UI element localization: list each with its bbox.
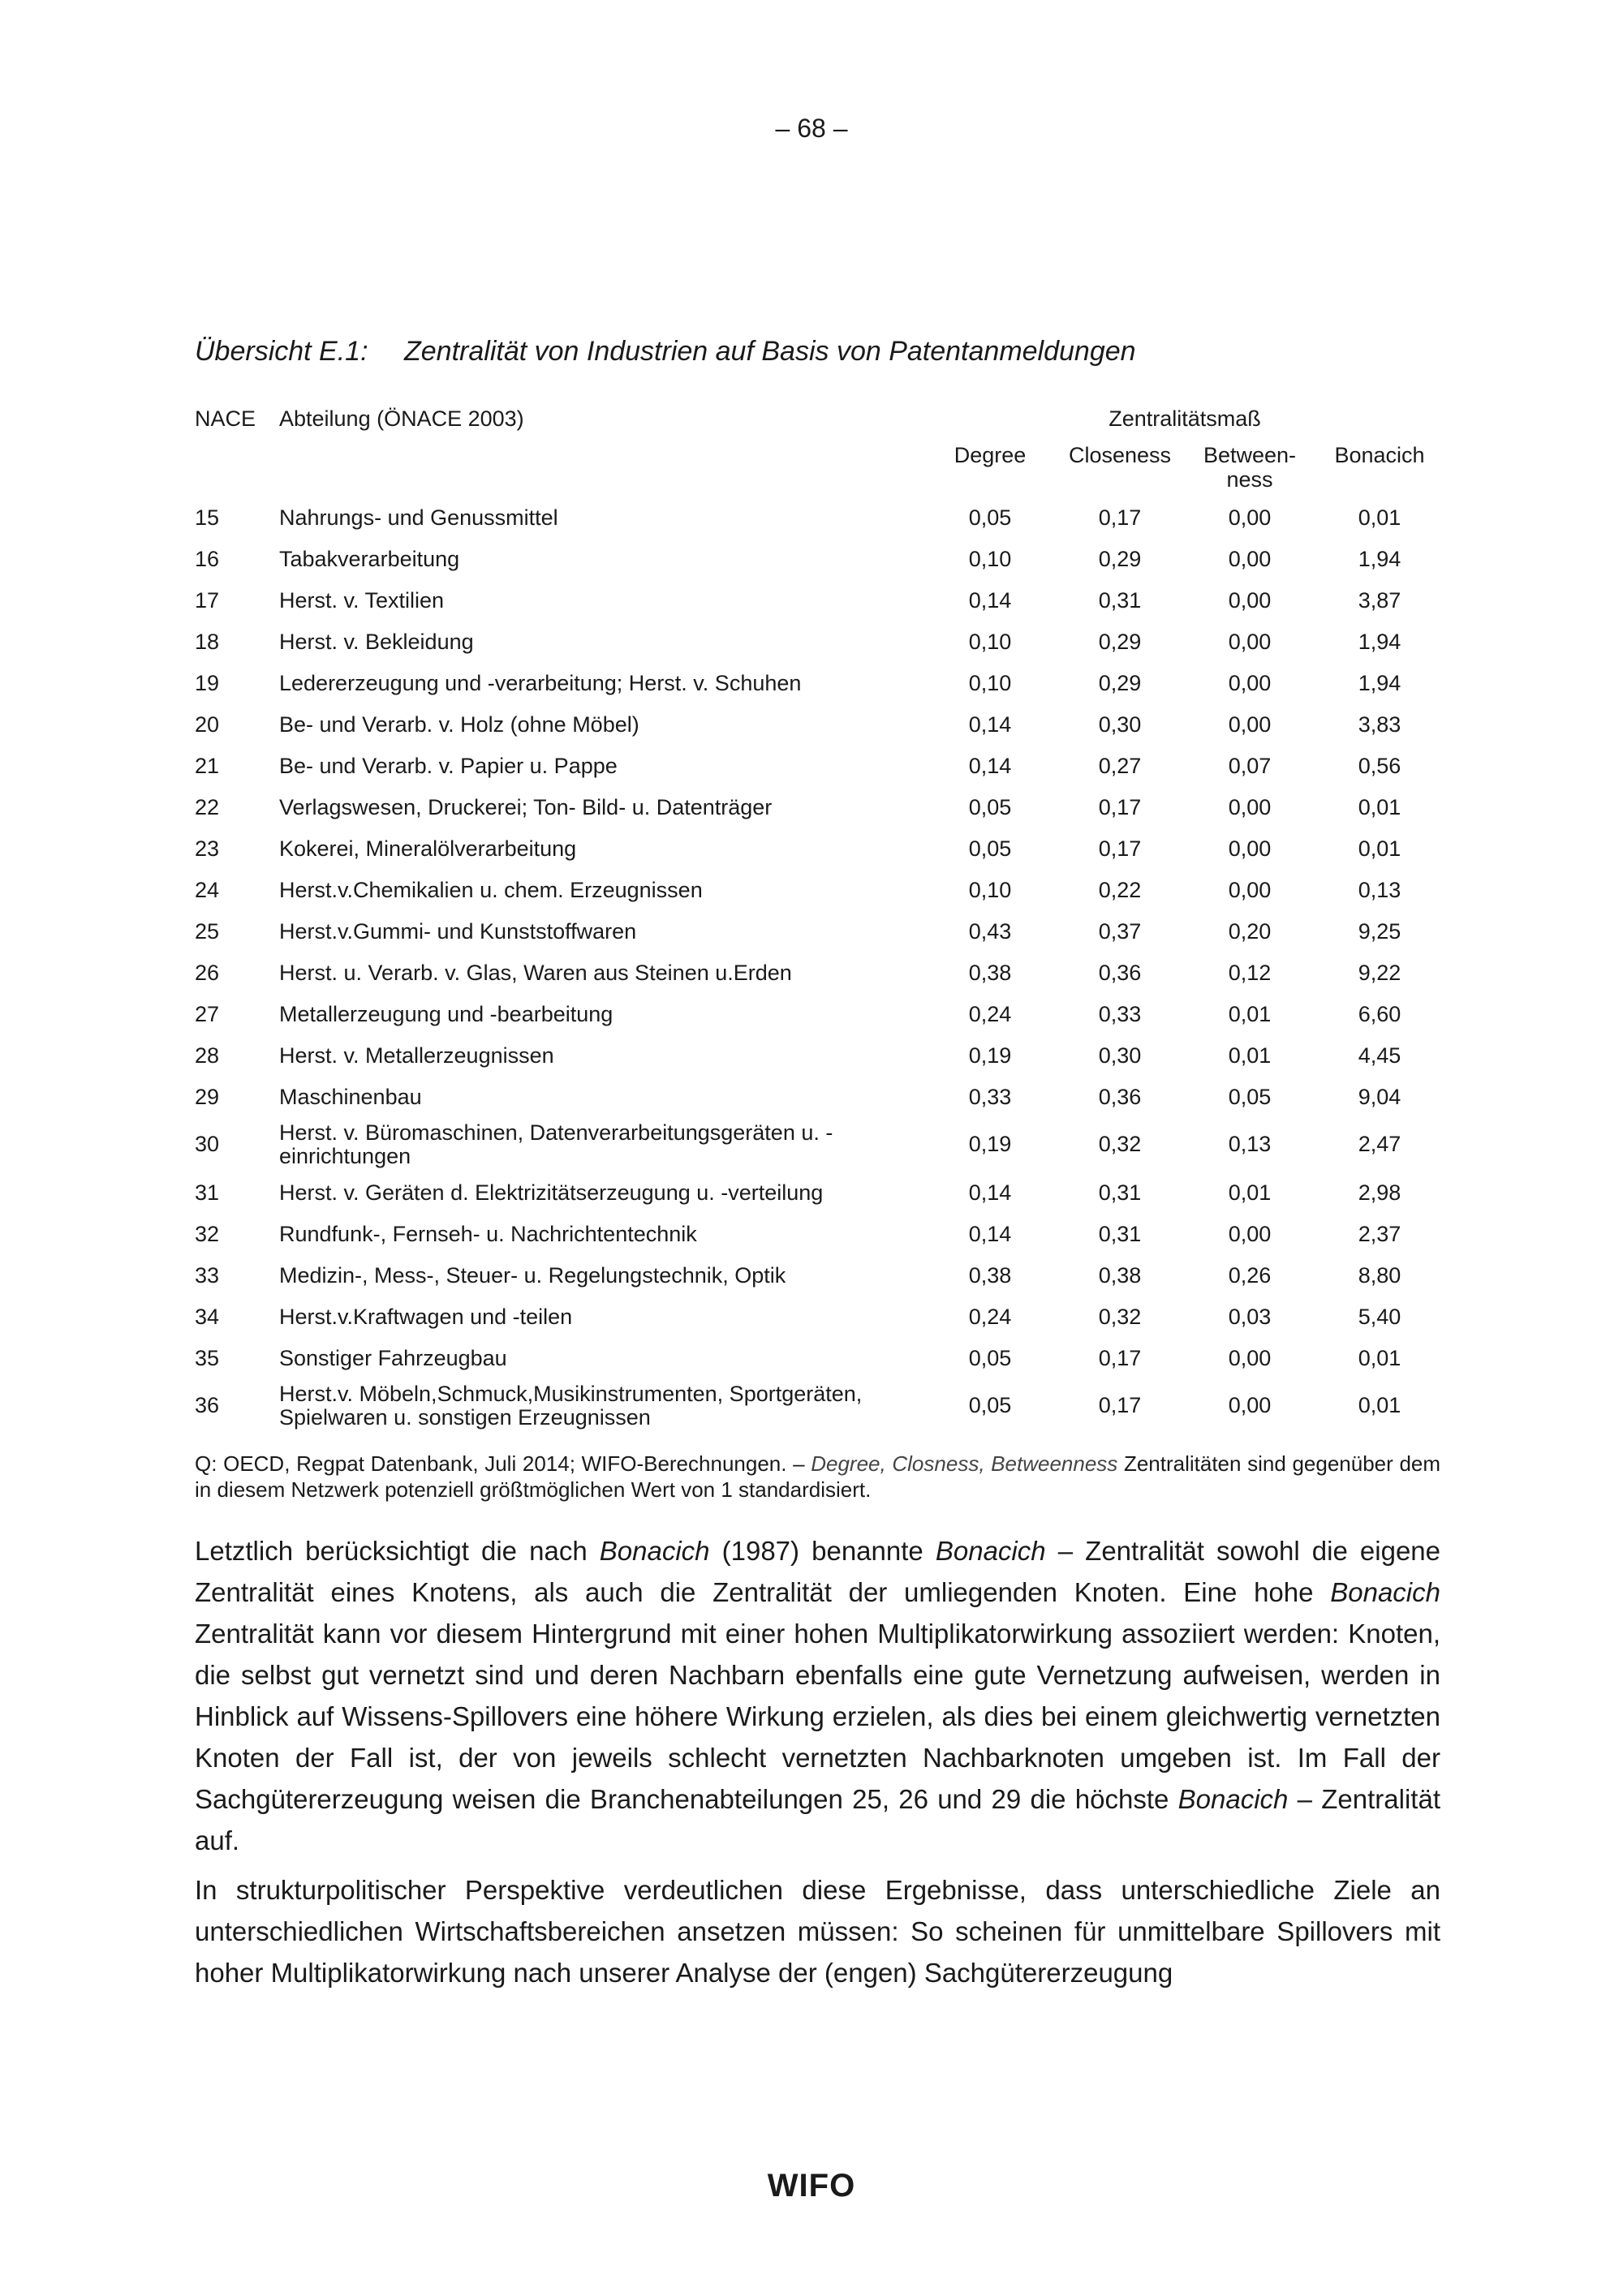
betweenness-cell: 0,26	[1228, 1262, 1272, 1288]
closeness-cell: 0,37	[1098, 918, 1142, 944]
header-abteilung: Abteilung (ÖNACE 2003)	[279, 406, 524, 431]
bonacich-cell: 9,22	[1358, 960, 1401, 985]
nace-cell: 32	[195, 1221, 220, 1246]
degree-cell: 0,38	[968, 1262, 1012, 1288]
betweenness-cell: 0,00	[1228, 1393, 1272, 1417]
degree-cell: 0,10	[968, 670, 1012, 695]
betweenness-cell: 0,00	[1228, 505, 1272, 530]
nace-cell: 16	[195, 546, 220, 571]
degree-cell: 0,05	[968, 1345, 1012, 1370]
paragraph: Letztlich berücksichtigt die nach Bonacich (1987) benannte Bonacich – Zentralität sowohl die eigene Zentralität eines Knotens, als auch die Zentralität der umliegenden Knoten. Eine hohe Bonacich Zentralität kann vor diesem Hintergrund mit einer hohen Multiplikatorwirkung assoziiert werden: Knoten, die selbst gut vernetzt sind und deren Nachbarn ebenfalls eine gute Vernetzung aufweisen, werden in Hinblick auf Wissens-Spillovers eine höhere Wirkung erzielen, als dies bei einem gleichwertig vernetzten Knoten der Fall ist, der von jeweils schlecht vernetzten Nachbarknoten umgeben ist. Im Fall der Sachgütererzeugung weisen die Branchenabteilungen 25, 26 und 29 die höchste Bonacich – Zentralität auf.	[195, 1536, 1441, 1855]
degree-cell: 0,33	[968, 1084, 1012, 1109]
betweenness-cell: 0,00	[1228, 546, 1272, 571]
table-row	[195, 621, 1444, 662]
closeness-cell: 0,30	[1098, 1043, 1142, 1068]
nace-cell: 19	[195, 670, 220, 695]
nace-cell: 33	[195, 1262, 220, 1288]
degree-cell: 0,14	[968, 1180, 1012, 1205]
industry-name-cell: Herst.v.Kraftwagen und -teilen	[279, 1304, 573, 1329]
table-label: Übersicht E.1:	[195, 336, 368, 367]
closeness-cell: 0,32	[1098, 1304, 1142, 1329]
header-bonacich: Bonacich	[1334, 443, 1425, 467]
degree-cell: 0,14	[968, 753, 1012, 778]
bonacich-cell: 0,56	[1358, 753, 1401, 778]
nace-cell: 22	[195, 794, 220, 819]
industry-name-cell: Sonstiger Fahrzeugbau	[279, 1345, 507, 1370]
nace-cell: 31	[195, 1180, 220, 1205]
table-row	[195, 786, 1444, 828]
degree-cell: 0,14	[968, 1221, 1012, 1246]
closeness-cell: 0,36	[1098, 1084, 1142, 1109]
table-row	[195, 497, 1444, 538]
table-row	[195, 1172, 1444, 1213]
industry-name-cell: Herst. v. Büromaschinen, Datenverarbeitungsgeräten u. -einrichtungen	[279, 1120, 833, 1168]
bonacich-cell: 2,37	[1358, 1221, 1401, 1246]
industry-name-cell: Tabakverarbeitung	[279, 546, 460, 571]
nace-cell: 27	[195, 1001, 220, 1026]
header-degree: Degree	[954, 443, 1027, 467]
nace-cell: 29	[195, 1084, 220, 1109]
betweenness-cell: 0,13	[1228, 1132, 1272, 1156]
nace-cell: 21	[195, 753, 220, 778]
table-note	[195, 1451, 1440, 1503]
closeness-cell: 0,22	[1098, 877, 1142, 902]
degree-cell: 0,05	[968, 1393, 1012, 1417]
closeness-cell: 0,32	[1098, 1132, 1142, 1156]
industry-name-cell: Herst. u. Verarb. v. Glas, Waren aus Steinen u.Erden	[279, 960, 792, 985]
bonacich-cell: 1,94	[1358, 629, 1401, 654]
betweenness-cell: 0,20	[1228, 918, 1272, 944]
note-terms: Degree, Closness, Betweenness	[811, 1451, 1118, 1476]
betweenness-cell: 0,00	[1228, 712, 1272, 737]
nace-cell: 28	[195, 1043, 220, 1068]
industry-name-cell: Herst. v. Bekleidung	[279, 629, 474, 654]
degree-cell: 0,19	[968, 1132, 1012, 1156]
bonacich-cell: 1,94	[1358, 670, 1401, 695]
bonacich-cell: 3,87	[1358, 587, 1401, 613]
betweenness-cell: 0,01	[1228, 1043, 1272, 1068]
closeness-cell: 0,17	[1098, 505, 1142, 530]
centrality-table	[195, 398, 1444, 1433]
betweenness-cell: 0,07	[1228, 753, 1272, 778]
bonacich-cell: 6,60	[1358, 1001, 1401, 1026]
note-rest: Zentralitäten sind gegenüber dem in diesem Netzwerk potenziell größtmöglichen Wert von 1 standardisiert.	[195, 1451, 1441, 1502]
nace-cell: 15	[195, 505, 220, 530]
closeness-cell: 0,17	[1098, 1345, 1142, 1370]
closeness-cell: 0,31	[1098, 1180, 1142, 1205]
bonacich-cell: 2,47	[1358, 1132, 1401, 1156]
header-betweenness: Between- ness	[1203, 443, 1297, 492]
table-row	[195, 703, 1444, 745]
industry-name-cell: Herst. v. Metallerzeugnissen	[279, 1043, 554, 1068]
bonacich-cell: 0,01	[1358, 1345, 1401, 1370]
paragraph: In strukturpolitischer Perspektive verdeutlichen diese Ergebnisse, dass unterschiedliche Ziele an unterschiedlichen Wirtschaftsbereichen ansetzen müssen: So scheinen für unmittelbare Spillovers mit hoher Multiplikatorwirkung nach unserer Analyse der (engen) Sachgütererzeugung	[195, 1875, 1440, 1988]
betweenness-cell: 0,01	[1228, 1180, 1272, 1205]
industry-name-cell: Be- und Verarb. v. Holz (ohne Möbel)	[279, 712, 639, 737]
degree-cell: 0,43	[968, 918, 1012, 944]
closeness-cell: 0,29	[1098, 670, 1142, 695]
table-row	[195, 1034, 1444, 1076]
degree-cell: 0,05	[968, 836, 1012, 861]
betweenness-cell: 0,00	[1228, 1345, 1272, 1370]
degree-cell: 0,10	[968, 546, 1012, 571]
closeness-cell: 0,17	[1098, 1393, 1142, 1417]
table-caption: Zentralität von Industrien auf Basis von Patentanmeldungen	[404, 336, 1136, 367]
closeness-cell: 0,31	[1098, 587, 1142, 613]
closeness-cell: 0,29	[1098, 546, 1142, 571]
betweenness-cell: 0,12	[1228, 960, 1272, 985]
nace-cell: 30	[195, 1132, 220, 1156]
betweenness-cell: 0,05	[1228, 1084, 1272, 1109]
header-nace: NACE	[195, 406, 256, 431]
bonacich-cell: 0,01	[1358, 794, 1401, 819]
industry-name-cell: Verlagswesen, Druckerei; Ton- Bild- u. Datenträger	[279, 794, 773, 819]
closeness-cell: 0,36	[1098, 960, 1142, 985]
industry-name-cell: Maschinenbau	[279, 1084, 422, 1109]
table-row	[195, 910, 1444, 952]
closeness-cell: 0,27	[1098, 753, 1142, 778]
closeness-cell: 0,33	[1098, 1001, 1142, 1026]
industry-name-cell: Herst. v. Geräten d. Elektrizitätserzeugung u. -verteilung	[279, 1180, 824, 1205]
wifo-logo: WIFO	[767, 2168, 856, 2204]
table-title	[195, 336, 1136, 368]
degree-cell: 0,24	[968, 1304, 1012, 1329]
industry-name-cell: Rundfunk-, Fernseh- u. Nachrichtentechnik	[279, 1221, 697, 1246]
page-number: – 68 –	[775, 114, 848, 143]
betweenness-cell: 0,00	[1228, 877, 1272, 902]
bonacich-cell: 1,94	[1358, 546, 1401, 571]
betweenness-cell: 0,00	[1228, 836, 1272, 861]
degree-cell: 0,10	[968, 877, 1012, 902]
nace-cell: 20	[195, 712, 220, 737]
betweenness-cell: 0,00	[1228, 794, 1272, 819]
betweenness-cell: 0,03	[1228, 1304, 1272, 1329]
table-row	[195, 1117, 1444, 1172]
table-row	[195, 1254, 1444, 1296]
closeness-cell: 0,31	[1098, 1221, 1142, 1246]
note-source: Q: OECD, Regpat Datenbank, Juli 2014; WIFO-Berechnungen. –	[195, 1451, 812, 1476]
degree-cell: 0,14	[968, 712, 1012, 737]
degree-cell: 0,19	[968, 1043, 1012, 1068]
degree-cell: 0,10	[968, 629, 1012, 654]
nace-cell: 18	[195, 629, 220, 654]
table-row	[195, 662, 1444, 703]
industry-name-cell: Be- und Verarb. v. Papier u. Pappe	[279, 753, 618, 778]
nace-cell: 26	[195, 960, 220, 985]
betweenness-cell: 0,01	[1228, 1001, 1272, 1026]
bonacich-cell: 3,83	[1358, 712, 1401, 737]
closeness-cell: 0,30	[1098, 712, 1142, 737]
header-closeness: Closeness	[1068, 443, 1172, 467]
degree-cell: 0,14	[968, 587, 1012, 613]
industry-name-cell: Medizin-, Mess-, Steuer- u. Regelungstechnik, Optik	[279, 1262, 786, 1288]
table-row	[195, 869, 1444, 910]
table-row	[195, 993, 1444, 1034]
table-row	[195, 828, 1444, 869]
nace-cell: 17	[195, 587, 220, 613]
table-row	[195, 745, 1444, 786]
bonacich-cell: 8,80	[1358, 1262, 1401, 1288]
degree-cell: 0,05	[968, 794, 1012, 819]
table-row	[195, 538, 1444, 579]
degree-cell: 0,05	[968, 505, 1012, 530]
table-row	[195, 1378, 1444, 1433]
bonacich-cell: 0,01	[1358, 836, 1401, 861]
table-row	[195, 1076, 1444, 1117]
betweenness-cell: 0,00	[1228, 587, 1272, 613]
nace-cell: 25	[195, 918, 220, 944]
nace-cell: 35	[195, 1345, 220, 1370]
closeness-cell: 0,38	[1098, 1262, 1142, 1288]
bonacich-cell: 0,01	[1358, 505, 1401, 530]
betweenness-cell: 0,00	[1228, 629, 1272, 654]
nace-cell: 36	[195, 1393, 220, 1417]
closeness-cell: 0,29	[1098, 629, 1142, 654]
bonacich-cell: 2,98	[1358, 1180, 1401, 1205]
table-row	[195, 1213, 1444, 1254]
bonacich-cell: 5,40	[1358, 1304, 1401, 1329]
closeness-cell: 0,17	[1098, 794, 1142, 819]
industry-name-cell: Herst.v.Chemikalien u. chem. Erzeugnissen	[279, 877, 703, 902]
bonacich-cell: 9,25	[1358, 918, 1401, 944]
nace-cell: 24	[195, 877, 220, 902]
industry-name-cell: Nahrungs- und Genussmittel	[279, 505, 558, 530]
betweenness-cell: 0,00	[1228, 1221, 1272, 1246]
degree-cell: 0,24	[968, 1001, 1012, 1026]
table-row	[195, 1296, 1444, 1337]
bonacich-cell: 0,01	[1358, 1393, 1401, 1417]
table-row	[195, 952, 1444, 993]
industry-name-cell: Herst. v. Textilien	[279, 587, 445, 613]
industry-name-cell: Herst.v.Gummi- und Kunststoffwaren	[279, 918, 637, 944]
table-row	[195, 579, 1444, 621]
industry-name-cell: Ledererzeugung und -verarbeitung; Herst. v. Schuhen	[279, 670, 802, 695]
industry-name-cell: Kokerei, Mineralölverarbeitung	[279, 836, 577, 861]
content-flow	[195, 398, 1444, 2001]
betweenness-cell: 0,00	[1228, 670, 1272, 695]
industry-name-cell: Metallerzeugung und -bearbeitung	[279, 1001, 613, 1026]
header-group: Zentralitätsmaß	[1109, 406, 1261, 431]
bonacich-cell: 9,04	[1358, 1084, 1401, 1109]
closeness-cell: 0,17	[1098, 836, 1142, 861]
bonacich-cell: 0,13	[1358, 877, 1401, 902]
body-text	[195, 1530, 1440, 1993]
nace-cell: 34	[195, 1304, 220, 1329]
table-row	[195, 1337, 1444, 1378]
nace-cell: 23	[195, 836, 220, 861]
industry-name-cell: Herst.v. Möbeln,Schmuck,Musikinstrumenten, Sportgeräten, Spielwaren u. sonstigen Erzeugnissen	[279, 1381, 863, 1430]
degree-cell: 0,38	[968, 960, 1012, 985]
bonacich-cell: 4,45	[1358, 1043, 1401, 1068]
